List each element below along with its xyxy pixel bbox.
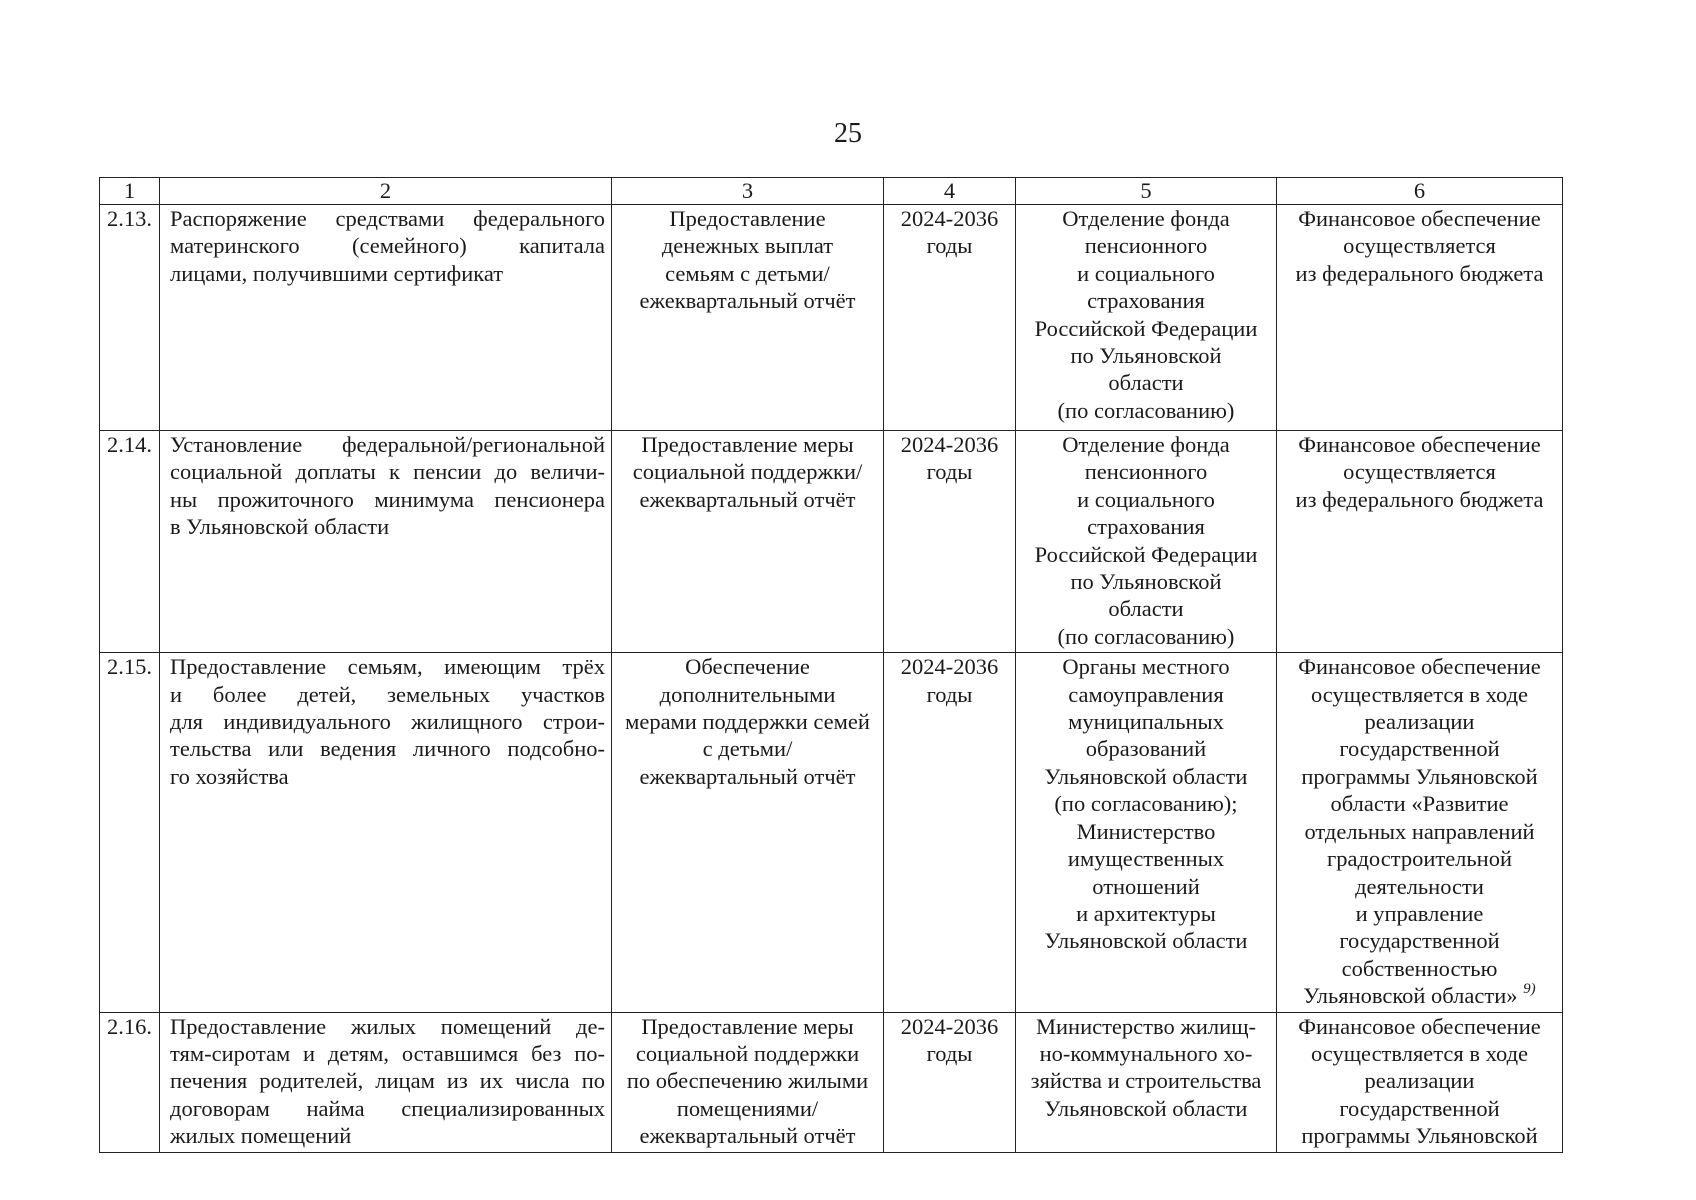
measure-text [170, 205, 605, 287]
executor-cell-text: Министерство жилищ- но-коммунального хо- зяйства и строительства Ульяновской области [1030, 1013, 1262, 1121]
measure-line: лицами, получившими сертификат [170, 260, 504, 286]
executor-cell [1016, 431, 1277, 653]
result-cell [612, 205, 884, 431]
measure-line: материнского (семейного) капитала [170, 233, 605, 259]
measure-cell [160, 1012, 612, 1152]
executor-cell [1016, 1012, 1277, 1152]
measure-line: Установление федеральной/региональной [170, 432, 605, 457]
measure-line: социальной доплаты к пенсии до величи- [170, 459, 605, 485]
result-cell [612, 431, 884, 653]
measure-cell [160, 205, 612, 431]
measure-line: тям-сиротам и детям, оставшимся без по- [170, 1040, 605, 1066]
measure-text [170, 1013, 605, 1150]
measure-line: ны прожиточного минимума пенсионера [170, 486, 605, 512]
result-cell-text: Обеспечение дополнительными мерами поддержки семей с детьми/ ежеквартальный отчёт [625, 654, 870, 789]
row-number-text: 2.15. [107, 654, 152, 680]
column-number-2: 2 [160, 178, 612, 205]
funding-cell-text: Финансовое обеспечение осуществляется из федерального бюджета [1295, 206, 1544, 286]
funding-cell [1277, 1012, 1563, 1152]
table-row [100, 1012, 1563, 1152]
executor-cell-text: Отделение фонда пенсионного и социального страхования Российской Федерации по Ульяновской области (по согласованию) [1034, 432, 1258, 649]
measure-text [170, 431, 605, 541]
page-number: 25 [834, 118, 862, 149]
measure-line: го хозяйства [170, 763, 289, 789]
table-row [100, 653, 1563, 1012]
measure-text [170, 653, 605, 790]
column-number-3: 3 [612, 178, 884, 205]
column-number-1: 1 [100, 178, 160, 205]
column-number-5: 5 [1016, 178, 1277, 205]
funding-cell [1277, 431, 1563, 653]
measure-line: тельства или ведения личного подсобно- [170, 736, 605, 762]
funding-cell [1277, 653, 1563, 1012]
row-number [100, 1012, 160, 1152]
row-number-text: 2.14. [107, 432, 152, 457]
executor-cell-text: Отделение фонда пенсионного и социального страхования Российской Федерации по Ульяновской области (по согласованию) [1034, 206, 1258, 423]
measures-table [99, 177, 1563, 1153]
period-cell [884, 431, 1016, 653]
funding-cell [1277, 205, 1563, 431]
result-cell [612, 1012, 884, 1152]
row-number [100, 653, 160, 1012]
measure-line: для индивидуального жилищного строи- [170, 709, 605, 735]
column-number-6: 6 [1277, 178, 1563, 205]
result-cell-text: Предоставление меры социальной поддержки по обеспечению жилыми помещениями/ ежеквартальный отчёт [626, 1013, 869, 1149]
measure-cell [160, 431, 612, 653]
funding-cell-text: Финансовое обеспечение осуществляется из федерального бюджета [1295, 432, 1544, 512]
result-cell [612, 653, 884, 1012]
measure-cell [160, 653, 612, 1012]
measure-line: жилых помещений [170, 1123, 352, 1149]
funding-cell-text: Финансовое обеспечение осуществляется в ходе реализации государственной программы Ульяновской [1298, 1013, 1541, 1149]
row-number [100, 205, 160, 431]
period-cell-text: 2024-2036 годы [900, 654, 999, 707]
row-number [100, 431, 160, 653]
result-cell-text: Предоставление меры социальной поддержки/ ежеквартальный отчёт [632, 432, 863, 512]
funding-cell-text: Финансовое обеспечение осуществляется в ходе реализации государственной программы Ульяновской области «Развитие отдельных направлений градостроительной деятельности и управление государственной собственностью Ульяновской области» [1298, 654, 1541, 1009]
table-header-row [100, 178, 1563, 205]
row-number-text: 2.13. [107, 206, 152, 231]
measure-line: Предоставление семьям, имеющим трёх [170, 654, 605, 680]
measure-line: Распоряжение средствами федерального [170, 206, 605, 231]
period-cell [884, 205, 1016, 431]
measure-line: и более детей, земельных участков [170, 681, 605, 707]
result-cell-text: Предоставление денежных выплат семьям с детьми/ ежеквартальный отчёт [639, 206, 856, 314]
table-row [100, 205, 1563, 431]
period-cell-text: 2024-2036 годы [900, 206, 999, 259]
measure-line: Предоставление жилых помещений де- [170, 1013, 605, 1039]
period-cell [884, 1012, 1016, 1152]
period-cell-text: 2024-2036 годы [900, 1013, 999, 1066]
period-cell [884, 653, 1016, 1012]
table-row [100, 431, 1563, 653]
row-number-text: 2.16. [107, 1013, 152, 1039]
column-number-4: 4 [884, 178, 1016, 205]
measure-line: в Ульяновской области [170, 514, 390, 540]
measure-line: договорам найма специализированных [170, 1095, 605, 1121]
period-cell-text: 2024-2036 годы [900, 432, 999, 485]
executor-cell [1016, 205, 1277, 431]
footnote-mark: 9) [1523, 981, 1536, 998]
executor-cell [1016, 653, 1277, 1012]
measure-line: печения родителей, лицам из их числа по [170, 1068, 605, 1094]
executor-cell-text: Органы местного самоуправления муниципальных образований Ульяновской области (по согласованию); Министерство имущественных отношений и архитектуры Ульяновской области [1044, 654, 1248, 954]
